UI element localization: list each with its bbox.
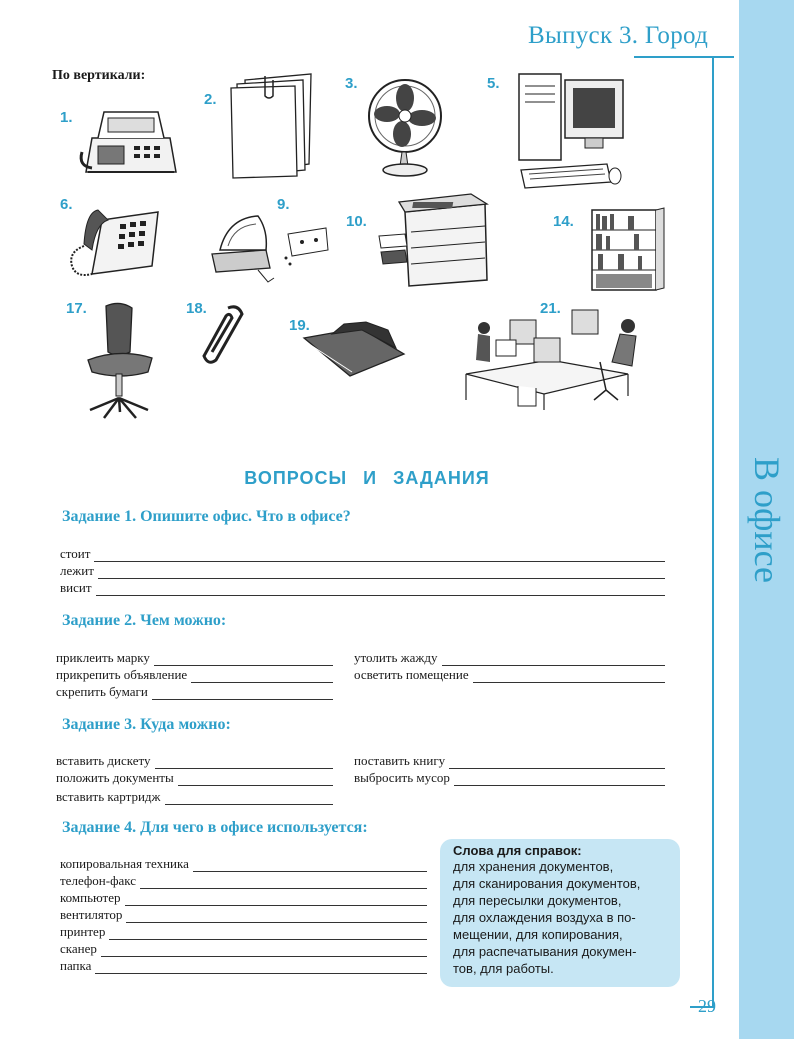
side-title: В офисе: [746, 457, 787, 583]
row-label: принтер: [60, 924, 106, 939]
row-label: скрепить бумаги: [56, 684, 148, 699]
task3-row: [354, 753, 665, 769]
task1-row: [60, 546, 665, 562]
task3-row: [56, 770, 333, 786]
row-label: приклеить марку: [56, 650, 150, 665]
task3-row: [56, 753, 333, 769]
desk-telephone-icon: [62, 200, 162, 282]
answer-line[interactable]: [454, 773, 665, 786]
item-number-19: 19.: [289, 317, 310, 334]
task3-row: [56, 789, 333, 805]
answer-line[interactable]: [449, 756, 665, 769]
paper-clip-icon: [198, 302, 248, 366]
item-number-10: 10.: [346, 213, 367, 230]
task1-row: [60, 563, 665, 579]
row-label: вентилятор: [60, 907, 123, 922]
item-number-2: 2.: [204, 91, 217, 108]
row-label: осветить помещение: [354, 667, 469, 682]
reference-line: тов, для работы.: [453, 961, 554, 976]
answer-line[interactable]: [165, 792, 333, 805]
task2-row: [56, 667, 333, 683]
task2-title: Задание 2. Чем можно:: [62, 612, 227, 629]
row-label: вставить дискету: [56, 753, 151, 768]
row-label: стоит: [60, 546, 91, 561]
task4-row: [60, 907, 427, 923]
reference-line: для пересылки документов,: [453, 893, 622, 908]
task4-row: [60, 958, 427, 974]
task3-row: [354, 770, 665, 786]
item-number-21: 21.: [540, 300, 561, 317]
photocopier-icon: [375, 192, 495, 288]
row-label: сканер: [60, 941, 97, 956]
answer-line[interactable]: [193, 859, 427, 872]
row-label: папка: [60, 958, 92, 973]
task1-title: Задание 1. Опишите офис. Что в офисе?: [62, 508, 351, 525]
answer-line[interactable]: [191, 670, 333, 683]
answer-line[interactable]: [178, 773, 333, 786]
answer-line[interactable]: [125, 893, 427, 906]
questions-heading: ВОПРОСЫ И ЗАДАНИЯ: [244, 468, 490, 488]
reference-title: Слова для справок:: [453, 843, 582, 858]
row-label: вставить картридж: [56, 789, 161, 804]
reference-line: для сканирования документов,: [453, 876, 641, 891]
row-label: компьютер: [60, 890, 121, 905]
answer-line[interactable]: [95, 961, 427, 974]
header-underline: [634, 56, 734, 58]
task2-row: [56, 650, 333, 666]
answer-line[interactable]: [101, 944, 427, 957]
answer-line[interactable]: [155, 756, 333, 769]
task4-row: [60, 890, 427, 906]
task4-title: Задание 4. Для чего в офисе используется:: [62, 819, 368, 836]
answer-line[interactable]: [98, 566, 665, 579]
task2-row: [354, 650, 665, 666]
crossword-label: По вертикали:: [52, 68, 146, 83]
item-number-3: 3.: [345, 75, 358, 92]
task2-row: [354, 667, 665, 683]
item-number-1: 1.: [60, 109, 73, 126]
frame-line: [712, 58, 714, 1008]
item-number-14: 14.: [553, 213, 574, 230]
answer-line[interactable]: [152, 687, 333, 700]
desktop-computer-icon: [515, 70, 633, 194]
task4-row: [60, 856, 427, 872]
row-label: положить документы: [56, 770, 174, 785]
row-label: выбросить мусор: [354, 770, 450, 785]
reference-line: для хранения документов,: [453, 859, 614, 874]
page-number: 29: [698, 996, 716, 1016]
task2-row: [56, 684, 333, 700]
desk-fan-icon: [362, 78, 448, 178]
item-number-5: 5.: [487, 75, 500, 92]
answer-line[interactable]: [154, 653, 333, 666]
row-label: поставить книгу: [354, 753, 446, 768]
office-chair-icon: [80, 300, 160, 422]
task4-row: [60, 924, 427, 940]
folder-icon: [300, 316, 410, 384]
header-title: Выпуск 3. Город: [528, 22, 709, 49]
row-label: утолить жажду: [354, 650, 438, 665]
item-number-9: 9.: [277, 196, 290, 213]
answer-line[interactable]: [140, 876, 427, 889]
hole-punch-icon: [208, 210, 332, 286]
task1-row: [60, 580, 665, 596]
bookshelf-icon: [588, 206, 668, 294]
reference-line: для охлаждения воздуха в по-: [453, 910, 636, 925]
row-label: телефон-факс: [60, 873, 137, 888]
reference-line: мещении, для копирования,: [453, 927, 623, 942]
answer-line[interactable]: [109, 927, 427, 940]
reference-line: для распечатывания докумен-: [453, 944, 637, 959]
answer-line[interactable]: [126, 910, 427, 923]
paper-sheets-clip-icon: [225, 70, 317, 180]
answer-line[interactable]: [473, 670, 665, 683]
row-label: прикрепить объявление: [56, 667, 188, 682]
answer-line[interactable]: [96, 583, 665, 596]
fax-machine-icon: [78, 102, 182, 180]
row-label: висит: [60, 580, 92, 595]
task4-row: [60, 873, 427, 889]
task4-row: [60, 941, 427, 957]
answer-line[interactable]: [442, 653, 666, 666]
office-workplace-icon: [460, 300, 650, 412]
item-number-17: 17.: [66, 300, 87, 317]
row-label: лежит: [60, 563, 94, 578]
answer-line[interactable]: [94, 549, 665, 562]
item-number-18: 18.: [186, 300, 207, 317]
item-number-6: 6.: [60, 196, 73, 213]
row-label: копировальная техника: [60, 856, 189, 871]
task3-title: Задание 3. Куда можно:: [62, 716, 231, 733]
